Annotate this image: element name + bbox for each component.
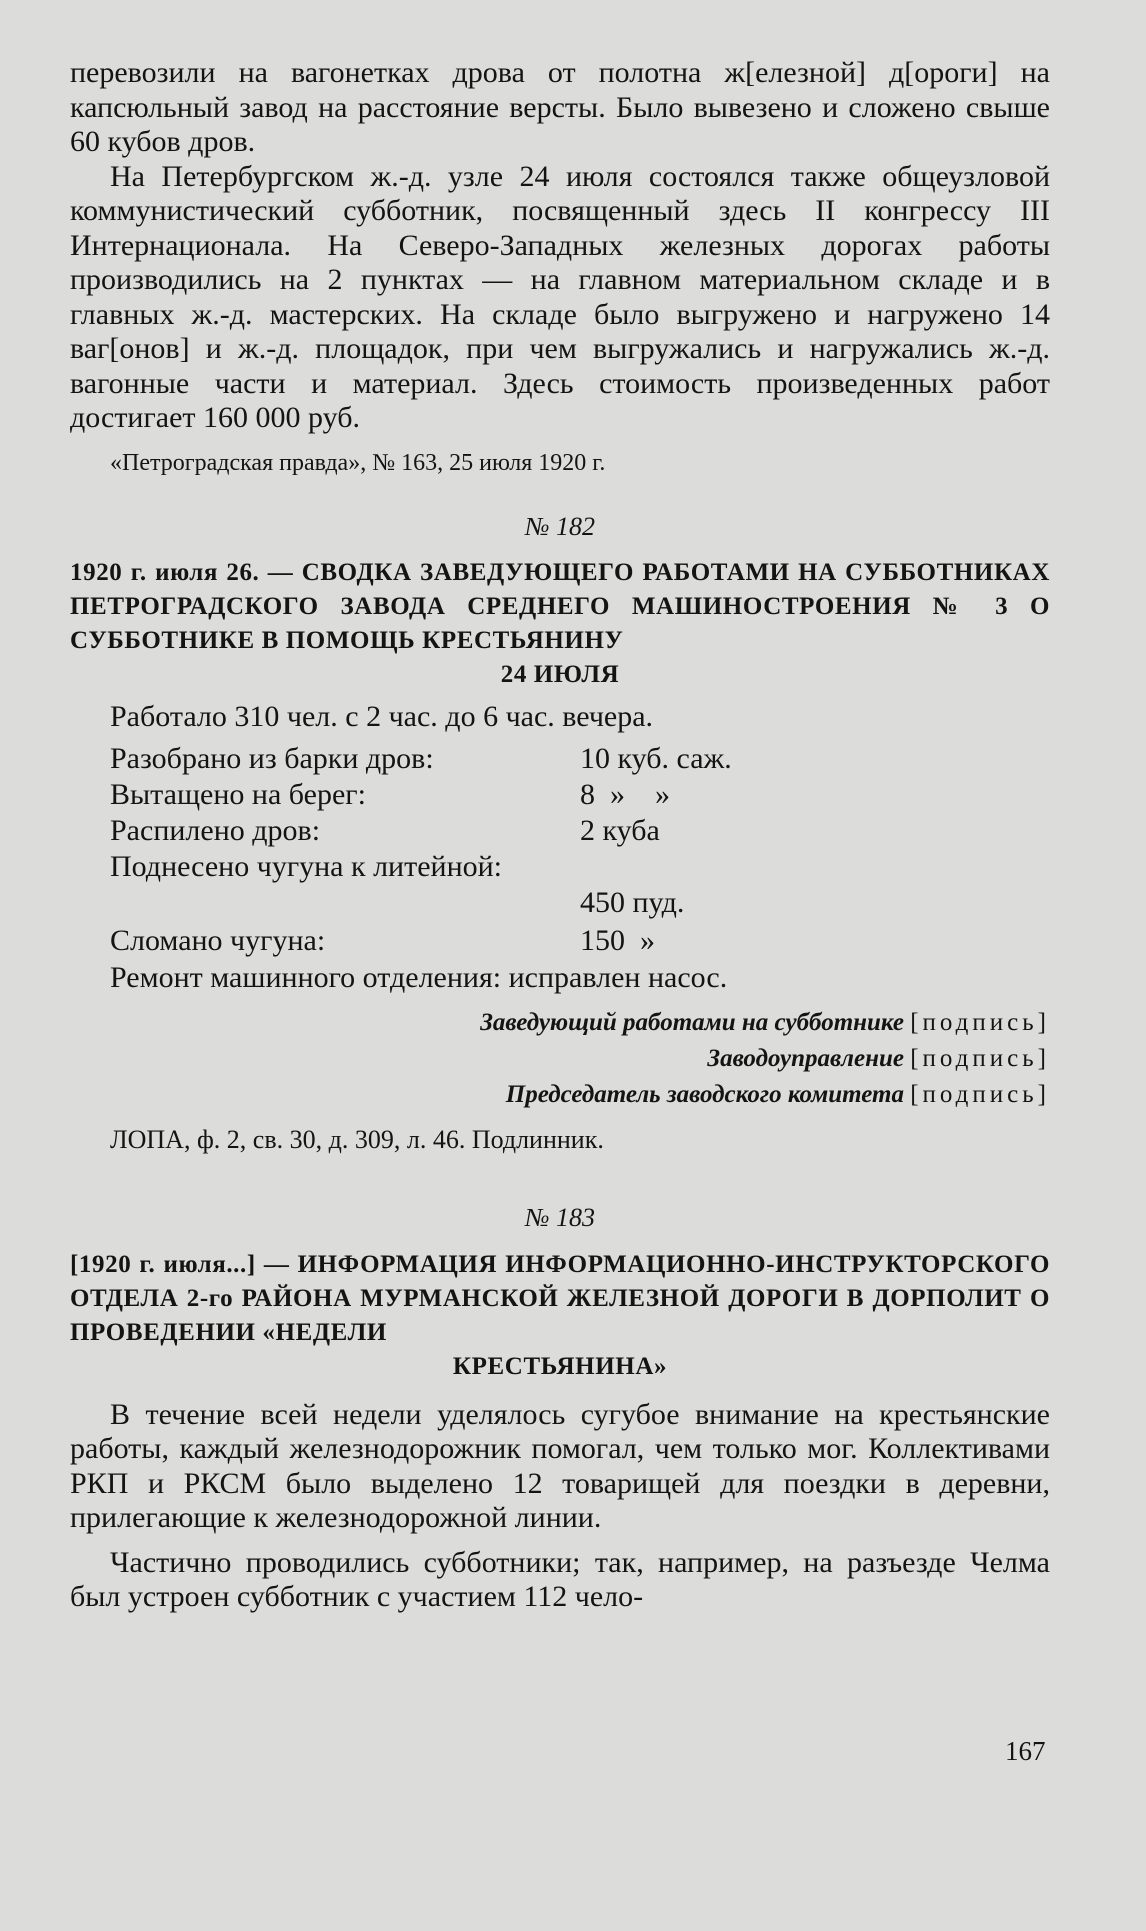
text-column bbox=[70, 56, 1050, 1615]
source-citation: «Петроградская правда», № 163, 25 июля 1920 г. bbox=[110, 449, 606, 476]
document-heading-183 bbox=[70, 1248, 1050, 1384]
table-row bbox=[110, 813, 732, 849]
signature-mark: [подпись] bbox=[910, 1045, 1050, 1072]
signatures bbox=[70, 1005, 1050, 1113]
row-value: 10 куб. саж. bbox=[580, 741, 732, 775]
signature-title: Председатель заводского комитета bbox=[505, 1081, 904, 1108]
row-value: 8 » » bbox=[580, 777, 670, 811]
cast-iron-row bbox=[70, 849, 1050, 923]
paragraph-petersburg-node: На Петербургском ж.-д. узле 24 июля состоялся также общеузловой коммунистический субботник, посвященный здесь II конгрессу III Интернационала. На Северо-Западных железных дорогах работы производились на 2 пунктах — на главном материальном складе и в главных ж.-д. мастерских. На складе было выгружено и нагружено 14 ваг[онов] и ж.-д. площадок, при чем выгружались и нагружались ж.-д. вагонные части и материал. Здесь стоимость произведенных работ достигает 160 000 руб. bbox=[70, 159, 1050, 434]
signature-title: Заведующий работами на субботнике bbox=[480, 1009, 904, 1036]
signature-line bbox=[70, 1041, 1050, 1077]
work-intro: Работало 310 чел. с 2 час. до 6 час. вечера. bbox=[110, 700, 654, 733]
row-label: Разобрано из барки дров: bbox=[110, 741, 434, 775]
heading-last-line: 24 ИЮЛЯ bbox=[500, 661, 620, 688]
document-number-182: № 182 bbox=[524, 511, 595, 541]
row-label: Вытащено на берег: bbox=[110, 777, 366, 811]
row-label: Распилено дров: bbox=[110, 813, 321, 847]
work-figures-table bbox=[110, 741, 732, 849]
paragraph-continued: перевозили на вагонетках дрова от полотна ж[елезной] д[ороги] на капсюльный завод на расстояние версты. Было вывезено и сложено свыше 60 кубов дров. bbox=[70, 56, 1050, 158]
document-number-183: № 183 bbox=[524, 1203, 595, 1232]
row-label: Поднесено чугуна к литейной: bbox=[110, 849, 503, 883]
heading-text: 1920 г. июля 26. — СВОДКА ЗАВЕДУЮЩЕГО РАБОТАМИ НА СУББОТНИКАХ ПЕТРОГРАДСКОГО ЗАВОДА СРЕДНЕГО МАШИНОСТРОЕНИЯ № 3 О СУББОТНИКЕ В ПОМОЩЬ КРЕСТЬЯНИНУ bbox=[70, 559, 1050, 654]
document-heading-182 bbox=[70, 556, 1050, 692]
archive-reference: ЛОПА, ф. 2, св. 30, д. 309, л. 46. Подлинник. bbox=[110, 1125, 604, 1154]
broken-iron-row bbox=[70, 923, 1050, 961]
table-row bbox=[110, 777, 732, 813]
row-value: 150 » bbox=[580, 923, 655, 957]
paragraph-peasant-week: В течение всей недели уделялось сугубое внимание на крестьянские работы, каждый железнодорожник помогал, чем только мог. Коллективами РКП и РКСМ было выделено 12 товарищей для поездки в деревни, прилегающие к железнодорожной линии. bbox=[70, 1397, 1050, 1534]
signature-title: Заводоуправление bbox=[707, 1045, 904, 1072]
paragraph-subbotniks: Частично проводились субботники; так, например, на разъезде Челма был устроен субботник с участием 112 чело- bbox=[70, 1545, 1050, 1613]
row-value: 450 пуд. bbox=[580, 885, 685, 919]
row-value: 2 куба bbox=[580, 813, 660, 847]
signature-line bbox=[70, 1005, 1050, 1041]
repair-note: Ремонт машинного отделения: исправлен насос. bbox=[110, 960, 728, 994]
signature-mark: [подпись] bbox=[910, 1081, 1050, 1108]
heading-last-line: КРЕСТЬЯНИНА» bbox=[452, 1352, 668, 1380]
heading-text: [1920 г. июля...] — ИНФОРМАЦИЯ ИНФОРМАЦИОННО-ИНСТРУКТОРСКОГО ОТДЕЛА 2-го РАЙОНА МУРМАНСКОЙ ЖЕЛЕЗНОЙ ДОРОГИ В ДОРПОЛИТ О ПРОВЕДЕНИИ «НЕДЕЛИ bbox=[70, 1250, 1050, 1346]
signature-line bbox=[70, 1077, 1050, 1113]
page-number: 167 bbox=[1005, 1736, 1046, 1766]
table-row bbox=[110, 741, 732, 777]
row-label: Сломано чугуна: bbox=[110, 923, 326, 957]
signature-mark: [подпись] bbox=[910, 1009, 1050, 1036]
